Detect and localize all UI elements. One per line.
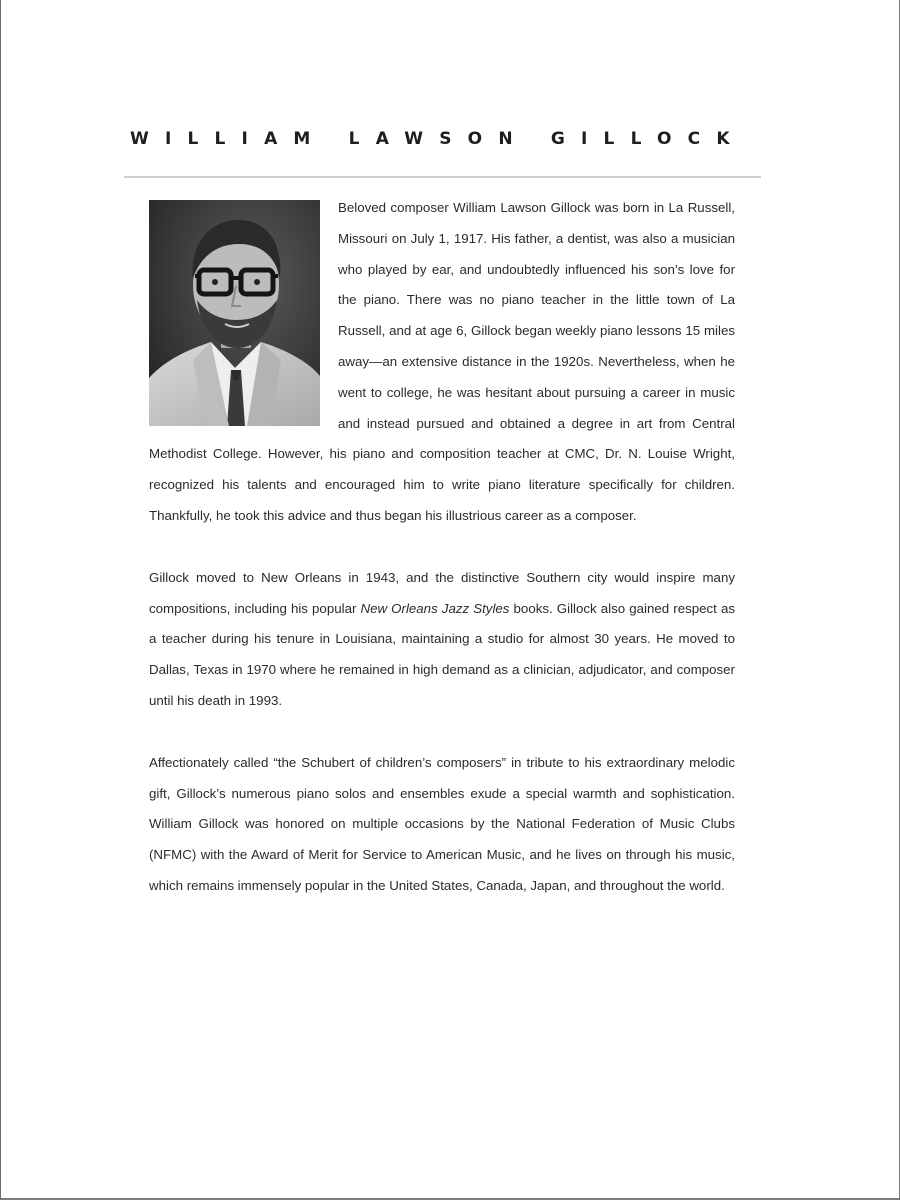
paragraph-legacy-text: Affectionately called “the Schubert of children’s composers” in tribute to his extraordinary melodic gift, Gillock’s numerous piano solos and ensembles exude a special warmth and sophistication. William Gillock was honored on multiple occasions by the National Federation of Music Clubs (NFMC) with the Award of Merit for Service to American Music, and he lives on through his music, which remains immensely popular in the United States, Canada, Japan, and throughout the world. <box>149 754 735 893</box>
biography-text <box>149 193 735 933</box>
paragraph-legacy <box>149 748 735 902</box>
paragraph-early-life-text: Beloved composer William Lawson Gillock was born in La Russell, Missouri on July 1, 1917. His father, a dentist, was also a musician who played by ear, and undoubtedly influenced his son’s love for the piano. There was no piano teacher in the little town of La Russell, and at age 6, Gillock began weekly piano lessons 15 miles away—an extensive distance in the 1920s. Nevertheless, when he went to college, he was hesitant about pursuing a career in music and instead pursued and obtained a degree in art from Central Methodist College. However, his piano and composition teacher at CMC, Dr. N. Louise Wright, recognized his talents and encouraged him to write piano literature specifically for children. Thankfully, he took this advice and thus began his illustrious career as a composer. <box>149 200 735 523</box>
book-title: New Orleans Jazz Styles <box>360 600 510 616</box>
paragraph-new-orleans-text-start: Gillock moved to New Orleans in 1943, and the distinctive Southern city would inspire many compositions, including his popular <box>149 569 735 616</box>
heading-divider <box>124 176 761 178</box>
page-title: WILLIAM LAWSON GILLOCK <box>130 129 746 149</box>
portrait-illustration <box>149 200 320 426</box>
paragraph-new-orleans-text-end: books. Gillock also gained respect as a teacher during his tenure in Louisiana, maintaining a studio for almost 30 years. He moved to Dallas, Texas in 1970 where he remained in high demand as a clinician, adjudicator, and composer until his death in 1993. <box>149 600 735 708</box>
paragraph-new-orleans <box>149 563 735 717</box>
portrait-photo-icon <box>149 200 320 426</box>
